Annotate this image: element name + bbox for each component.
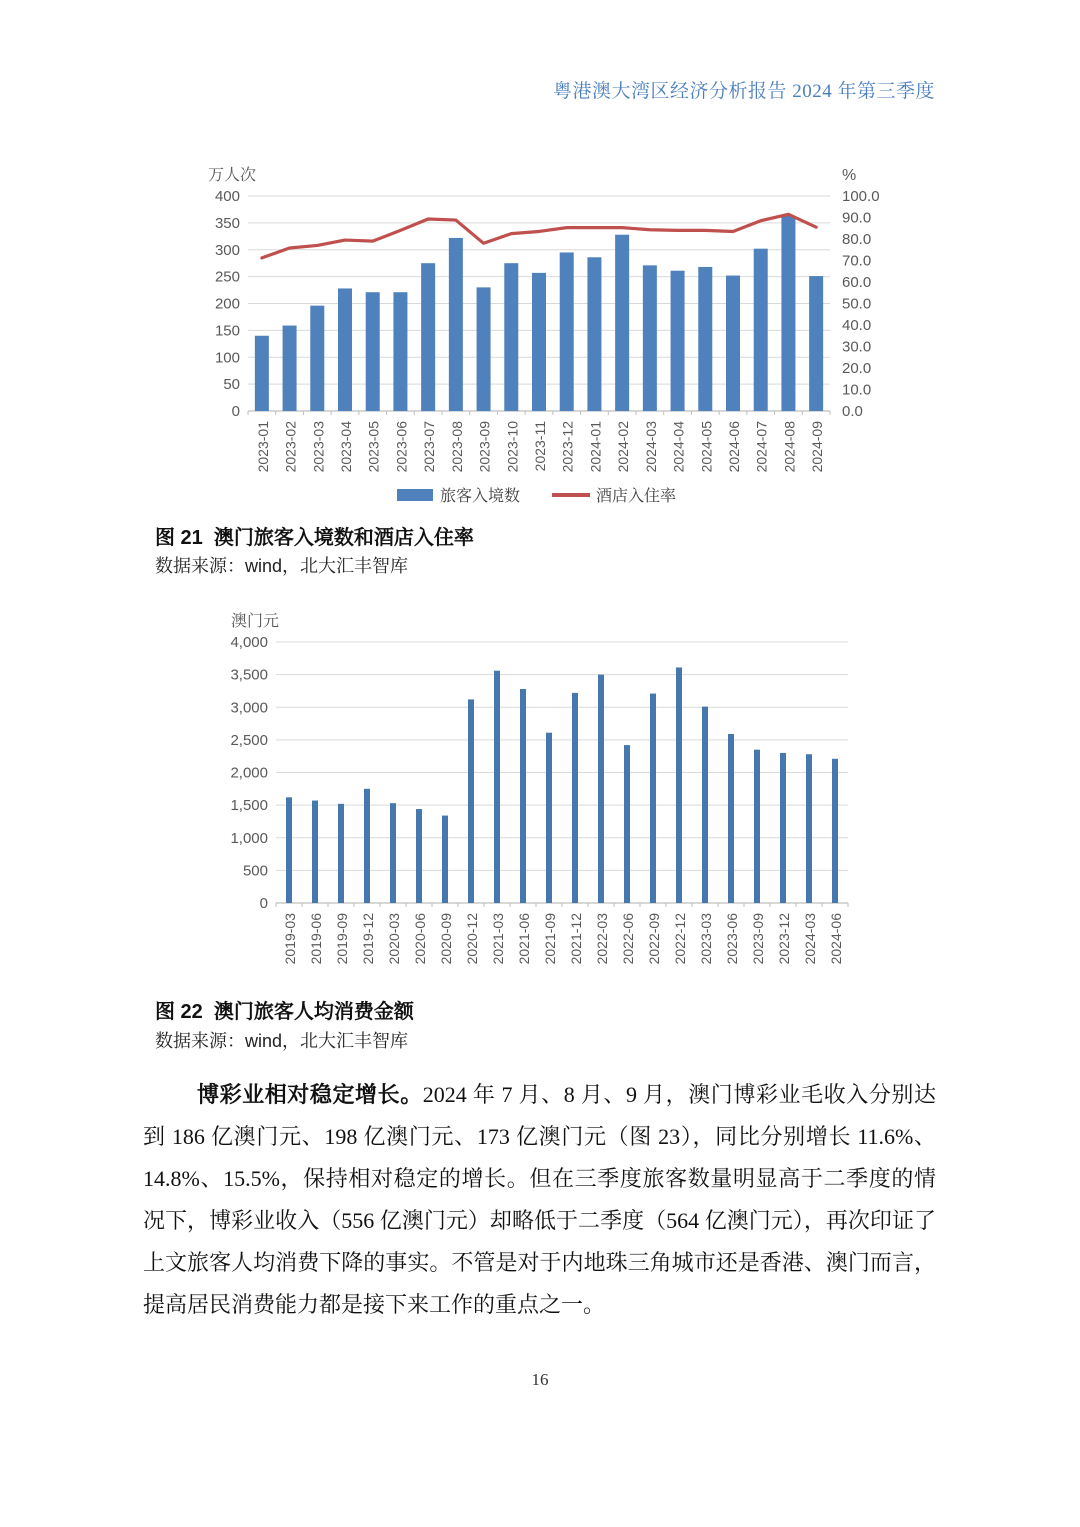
- x-axis-label: 2021-06: [516, 913, 532, 965]
- left-axis-title: 万人次: [208, 167, 257, 184]
- y-axis-tick-label: 3,500: [230, 666, 268, 684]
- arrival-bar: [283, 326, 297, 411]
- arrival-bar: [587, 257, 601, 411]
- arrival-bar: [726, 276, 740, 411]
- right-axis-tick-label: 10.0: [842, 381, 872, 399]
- x-axis-label: 2024-08: [781, 421, 798, 473]
- arrival-bar: [393, 292, 407, 411]
- x-axis-label: 2020-12: [464, 913, 480, 965]
- right-axis-tick-label: 80.0: [842, 231, 872, 248]
- report-header: 粤港澳大湾区经济分析报告 2024 年第三季度: [552, 81, 935, 102]
- arrival-bar: [754, 249, 768, 411]
- left-axis-tick-label: 350: [214, 214, 240, 232]
- spending-bar: [780, 753, 786, 903]
- x-axis-label: 2023-06: [393, 421, 410, 473]
- spending-bar: [546, 733, 552, 903]
- spending-bar: [338, 804, 344, 903]
- arrival-bars: [255, 216, 823, 411]
- x-axis-label: 2024-05: [698, 421, 715, 473]
- x-axis-label: 2019-03: [282, 913, 298, 965]
- right-axis-tick-label: 70.0: [842, 252, 872, 270]
- paragraph-text: 2024 年 7 月、8 月、9 月，澳门博彩业毛收入分别达到 186 亿澳门元、198 亿澳门元、173 亿澳门元（图 23），同比分别增长 11.6%、14.8%、15.5%，保持相对稳定的增长。但在三季度旅客数量明显高于二季度的情况下，博彩业收入（556 亿澳门元）却略低于二季度（564 亿澳门元），再次印证了上文旅客人均消费下降的事实。不管是对于内地珠三角城市还是香港、澳门而言，提高居民消费能力都是接下来工作的重点之一。: [143, 1082, 936, 1317]
- x-axis-label: 2023-07: [421, 421, 438, 473]
- page-number: 16: [531, 1370, 549, 1389]
- legend-line-label: 酒店入住率: [596, 488, 677, 505]
- spending-bar: [494, 671, 500, 903]
- spending-bar: [416, 809, 422, 903]
- spending-bar: [520, 689, 526, 903]
- spending-bar: [624, 745, 630, 903]
- spending-bar: [650, 694, 656, 903]
- y-axis-title: 澳门元: [231, 613, 280, 630]
- x-axis-label: 2022-09: [646, 913, 662, 965]
- left-axis-tick-label: 300: [214, 241, 240, 259]
- x-axis-label: 2022-03: [594, 913, 610, 965]
- spending-bar: [598, 675, 604, 903]
- spending-bar: [390, 803, 396, 903]
- spending-bar: [572, 693, 578, 903]
- arrival-bar: [698, 267, 712, 411]
- arrival-bar: [255, 336, 269, 411]
- right-axis-tick-label: 30.0: [842, 338, 872, 356]
- figure21-source: 数据来源：wind，北大汇丰智库: [155, 556, 409, 576]
- arrival-bar: [781, 216, 795, 411]
- y-axis-tick-label: 2,500: [230, 731, 268, 749]
- x-axis-label: 2021-03: [490, 913, 506, 965]
- paragraph-lead-bold: 博彩业相对稳定增长。: [197, 1082, 423, 1107]
- x-axis-label: 2023-01: [254, 421, 271, 473]
- spending-bar: [702, 707, 708, 903]
- figure21-chart-visitor-arrivals-occupancy: [190, 158, 900, 513]
- arrival-bar: [532, 273, 546, 411]
- chart1-legend: [397, 487, 676, 505]
- x-axis-label: 2023-06: [724, 913, 740, 965]
- x-axis-label: 2020-06: [412, 913, 428, 965]
- x-axis-label: 2020-03: [386, 913, 402, 965]
- x-axis-label: 2023-03: [310, 421, 327, 473]
- x-axis-label: 2023-08: [448, 421, 465, 473]
- x-axis-label: 2023-12: [776, 913, 792, 965]
- spending-bar: [728, 734, 734, 903]
- x-axis-label: 2024-03: [802, 913, 818, 965]
- arrival-bar: [449, 238, 463, 411]
- spending-bar: [364, 789, 370, 903]
- spending-bar: [754, 750, 760, 903]
- arrival-bar: [560, 252, 574, 411]
- x-axis-label: 2024-07: [753, 421, 770, 473]
- figure21-caption: 图 21 澳门旅客入境数和酒店入住率: [155, 527, 474, 549]
- x-axis-label: 2021-09: [542, 913, 558, 965]
- chart2-root: [230, 612, 848, 964]
- figure22-source: 数据来源：wind，北大汇丰智库: [155, 1031, 409, 1051]
- x-axis-label: 2023-09: [750, 913, 766, 965]
- spending-bars: [286, 667, 838, 903]
- y-axis-tick-label: 2,000: [230, 764, 268, 782]
- y-axis-tick-label: 0: [259, 895, 268, 912]
- arrival-bar: [671, 271, 685, 411]
- x-axis-label: 2024-03: [642, 421, 659, 473]
- x-axis-label: 2024-06: [726, 421, 742, 473]
- arrival-bar: [504, 263, 518, 411]
- arrival-bar: [643, 265, 657, 411]
- right-axis-tick-label: 60.0: [842, 274, 872, 291]
- arrival-bar: [421, 263, 435, 411]
- chart1-root: [208, 166, 880, 505]
- x-axis-label: 2023-10: [504, 421, 521, 473]
- arrival-bar: [809, 276, 823, 411]
- body-paragraph: [143, 1074, 936, 1326]
- x-axis-label: 2023-04: [338, 421, 354, 473]
- arrival-bar: [338, 288, 352, 411]
- arrival-bar: [477, 287, 491, 411]
- left-axis-tick-label: 400: [214, 188, 240, 205]
- left-axis-tick-label: 250: [214, 268, 240, 286]
- arrival-bar: [615, 235, 629, 411]
- spending-bar: [832, 759, 838, 903]
- right-axis-tick-label: 20.0: [842, 360, 872, 377]
- x-axis-label: 2023-09: [476, 421, 493, 473]
- x-axis-label: 2023-03: [698, 913, 714, 965]
- x-axis-label: 2020-09: [438, 913, 454, 965]
- spending-bar: [442, 816, 448, 903]
- spending-bar: [286, 797, 292, 903]
- x-axis-label: 2023-11: [532, 421, 548, 472]
- left-axis-tick-label: 150: [214, 322, 240, 340]
- y-axis-tick-label: 3,000: [230, 699, 268, 717]
- x-axis-label: 2019-12: [360, 913, 376, 965]
- x-axis-label: 2024-04: [670, 420, 687, 473]
- x-axis-label: 2024-01: [587, 421, 604, 473]
- x-axis-label: 2022-06: [620, 913, 636, 965]
- left-axis-tick-label: 0: [231, 403, 240, 420]
- spending-bar: [806, 754, 812, 903]
- right-axis-tick-label: 90.0: [842, 209, 872, 227]
- y-axis-tick-label: 4,000: [230, 634, 268, 651]
- x-axis-label: 2019-06: [308, 913, 324, 965]
- x-axis-label: 2024-06: [828, 913, 844, 965]
- y-axis-tick-label: 1,500: [230, 797, 268, 815]
- left-axis-tick-label: 50: [223, 376, 240, 394]
- occupancy-line: [262, 214, 816, 258]
- x-axis-label: 2021-12: [568, 913, 584, 965]
- spending-bar: [312, 801, 318, 903]
- spending-bar: [676, 667, 682, 903]
- x-axis-label: 2022-12: [672, 913, 688, 965]
- x-axis-label: 2023-02: [282, 421, 299, 473]
- legend-bar-swatch: [397, 489, 433, 501]
- left-axis-tick-label: 200: [214, 295, 240, 313]
- x-axis-label: 2019-09: [334, 913, 350, 965]
- figure22-caption: 图 22 澳门旅客人均消费金额: [155, 1001, 414, 1023]
- y-axis-tick-label: 500: [242, 862, 268, 880]
- legend-bar-label: 旅客入境数: [440, 488, 521, 505]
- left-axis-tick-label: 100: [214, 349, 240, 367]
- x-axis-label: 2024-09: [809, 421, 826, 473]
- x-axis-label: 2023-05: [365, 421, 382, 473]
- right-axis-tick-label: 40.0: [842, 317, 872, 334]
- arrival-bar: [366, 292, 380, 411]
- spending-bar: [468, 699, 474, 903]
- figure22-chart-per-capita-spending: [215, 600, 915, 1000]
- y-axis-tick-label: 1,000: [230, 829, 268, 847]
- right-axis-tick-label: 50.0: [842, 295, 872, 313]
- right-axis-tick-label: 0.0: [842, 403, 863, 420]
- x-axis-label: 2024-02: [615, 421, 632, 473]
- right-axis-title: %: [842, 167, 857, 184]
- right-axis-tick-label: 100.0: [842, 188, 880, 205]
- arrival-bar: [310, 306, 324, 411]
- x-axis-label: 2023-12: [559, 421, 576, 473]
